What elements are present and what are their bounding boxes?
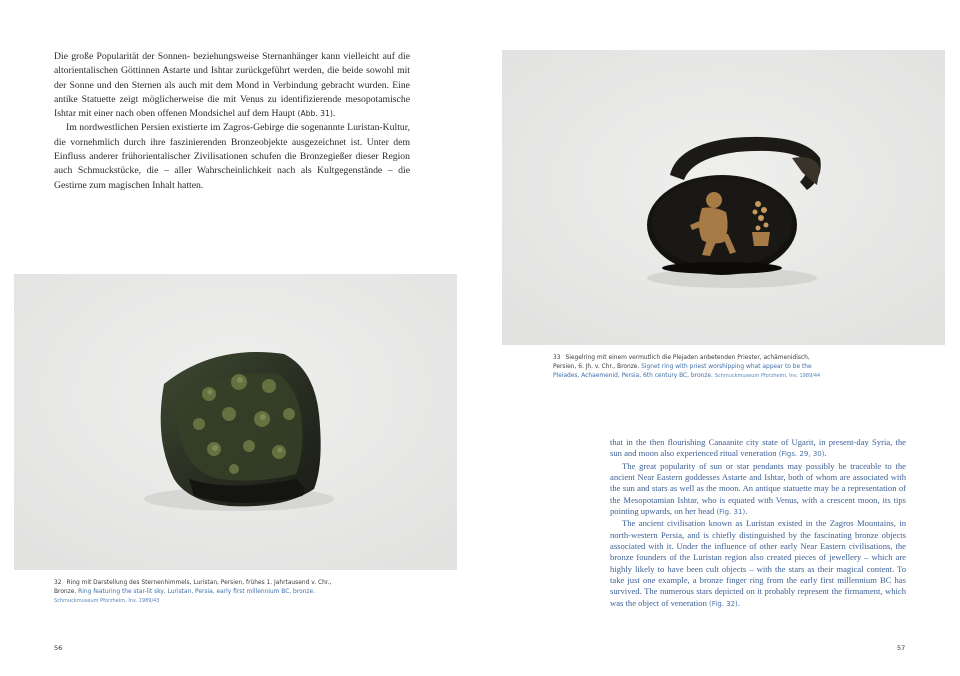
figure-reference: (Fig. 32) xyxy=(709,599,738,608)
caption-source: Schmuckmuseum Pforzheim, Inv. 1989/43 xyxy=(54,598,160,605)
english-text-block xyxy=(610,437,906,610)
figure-32-caption xyxy=(54,579,354,607)
english-paragraph-2: The great popularity of sun or star pendants may possibly be traceable to the ancient Near Eastern goddesses Astarte and Ishtar, both of whom are associated with the sun and stars as well as the moon. An antique statuette may be a representation of the Mesopotamian Ishtar, who is equated with Venus, with a crescent moon, its tips pointing upwards, on her head (Fig. 31). xyxy=(610,460,906,517)
page-number-left: 56 xyxy=(54,644,63,652)
page-number-right: 57 xyxy=(897,644,906,652)
figure-number: 32 xyxy=(54,580,62,586)
caption-english: Signet ring with priest worshipping what appear to be the Pleiades, Achaemenid, Persia, 6th century BC, bronze. xyxy=(553,364,812,380)
figure-number: 33 xyxy=(553,355,561,361)
english-paragraph-1: that in the then flourishing Canaanite city state of Ugarit, in present-day Syria, the sun and moon also experienced ritual veneration (Figs. 29, 30). xyxy=(610,437,906,459)
figure-reference: (Figs. 29, 30) xyxy=(778,450,825,459)
german-text-block xyxy=(54,50,410,193)
caption-german: Siegelring mit einem vermutlich die Plejaden anbetenden Priester, achämenidisch, Persien, 6. Jh. v. Chr., Bronze. xyxy=(553,355,810,371)
figure-reference: (Abb. 31) xyxy=(297,109,333,119)
figure-reference: (Fig. 31) xyxy=(716,508,746,517)
english-paragraph-3: The ancient civilisation known as Luristan existed in the Zagros Mountains, in north-western Persia, and is chiefly distinguished by the fascinating bronze objects associated with it. Under the influence of other early Near Eastern civilisations, the bronze founders of the Luristan region also created pieces of jewellery – which are highly likely to have been cult objects – with the stars as their magical content. To take just one example, a bronze finger ring from the early first millennium BC has survived. The numerous stars depicted on it probably represent the firmament, which was the object of veneration (Fig. 32). xyxy=(610,518,906,608)
bronze-ring-image xyxy=(14,274,457,570)
signet-ring-image xyxy=(502,50,945,345)
caption-english: Ring featuring the star-lit sky, Luristan, Persia, early first millennium BC, bronze. xyxy=(78,589,316,596)
german-paragraph-1: Die große Popularität der Sonnen- beziehungsweise Sternanhänger kann vielleicht auf die altorientalischen Göttinnen Astarte und Ishtar zurückgeführt werden, die beide sowohl mit der Sonne und den Sternen als auch mit dem Mond in Verbindung gebracht wurden. Eine antike Statuette zeigt möglicherweise die mit Venus zu identifizierende mesopotamische Ishtar mit einer nach oben offenen Mondsichel auf dem Haupt (Abb. 31). xyxy=(54,51,410,120)
caption-german: Ring mit Darstellung des Sternenhimmels, Luristan, Persien, frühes 1. Jahrtausend v. Chr., Bronze. xyxy=(54,580,332,596)
german-paragraph-2: Im nordwestlichen Persien existierte im Zagros-Gebirge die sogenannte Luristan-Kultur, die vornehmlich durch ihre faszinierenden Bronzeobjekte ausgezeichnet ist. Unter dem Einfluss anderer frühorientalischer Zivilisationen schufen die Bronzegießer dieser Region auch Schmuckstücke, die – aller Wahrscheinlichkeit nach als Kultgegenstände – die Gestirne zum magischen Inhalt hatten. xyxy=(54,122,410,191)
caption-source: Schmuckmuseum Pforzheim, Inv. 1989/44 xyxy=(714,373,821,380)
ring-photo-achaemenid xyxy=(502,50,945,345)
figure-33-caption xyxy=(553,354,823,382)
ring-photo-luristan xyxy=(14,274,457,570)
